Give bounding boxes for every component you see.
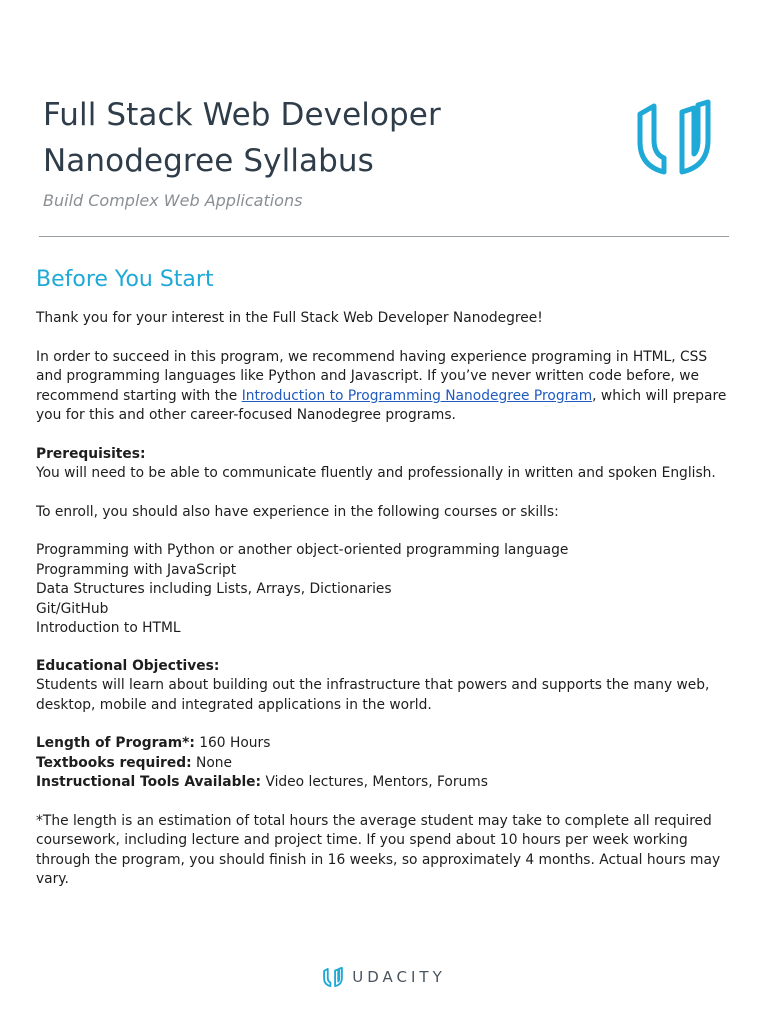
- tools-value: Video lectures, Mentors, Forums: [261, 774, 488, 790]
- list-item: Data Structures including Lists, Arrays, Dictionaries: [36, 581, 392, 597]
- page-title: [43, 92, 441, 184]
- list-item: Git/GitHub: [36, 600, 109, 617]
- length-value: 160 Hours: [194, 735, 271, 751]
- header-divider: [39, 236, 729, 237]
- objectives-label: Educational Objectives:: [36, 657, 220, 674]
- page-subtitle: Build Complex Web Applications: [43, 191, 303, 210]
- program-details: [36, 734, 736, 793]
- intro-programming-link[interactable]: Introduction to Programming Nanodegree Program: [241, 387, 593, 404]
- objectives-text: Students will learn about building out the infrastructure that powers and supports the many web, desktop, mobile and integrated applications in the world.: [36, 677, 710, 713]
- thanks-paragraph: Thank you for your interest in the Full Stack Web Developer Nanodegree!: [36, 310, 543, 326]
- udacity-small-logo-icon: [322, 966, 344, 988]
- list-item: Programming with JavaScript: [36, 561, 237, 578]
- page-title-line-1: Full Stack Web Developer: [43, 97, 441, 133]
- textbooks-row: [36, 754, 736, 774]
- intro-text-after: , which will prepare you for this and other career-focused Nanodegree programs.: [36, 387, 727, 423]
- length-label: Length of Program*:: [36, 735, 195, 751]
- textbooks-label: Textbooks required:: [36, 754, 192, 771]
- textbooks-value: None: [191, 754, 232, 771]
- page-title-line-2: Nanodegree Syllabus: [43, 143, 374, 179]
- udacity-u-logo-icon: [632, 96, 716, 178]
- enroll-paragraph: To enroll, you should also have experience in the following courses or skills:: [36, 503, 559, 520]
- prerequisites-paragraph: [36, 445, 736, 484]
- footer: [0, 966, 768, 988]
- tools-label: Instructional Tools Available:: [36, 774, 262, 790]
- objectives-paragraph: [36, 657, 736, 716]
- section-heading: Before You Start: [36, 267, 214, 292]
- footer-brand: UDACITY: [352, 968, 446, 986]
- intro-text-before: In order to succeed in this program, we recommend having experience programing in HTML, CSS and programming languages like Python and Javascript. If you’ve never written code before, we recommend starting with the: [36, 348, 708, 404]
- footnote-paragraph: *The length is an estimation of total hours the average student may take to complete all required coursework, including lecture and project time. If you spend about 10 hours per week working through the program, you should finish in 16 weeks, so approximately 4 months. Actual hours may vary.: [36, 812, 721, 887]
- prerequisites-text: You will need to be able to communicate fluently and professionally in written and spoken English.: [36, 465, 716, 481]
- prerequisites-label: Prerequisites:: [36, 445, 146, 462]
- document-body: [36, 309, 736, 909]
- skills-list: [36, 541, 736, 639]
- list-item: Introduction to HTML: [36, 620, 181, 636]
- tools-row: [36, 773, 736, 793]
- list-item: Programming with Python or another object-oriented programming language: [36, 542, 569, 558]
- intro-paragraph: [36, 348, 736, 426]
- length-row: [36, 734, 736, 754]
